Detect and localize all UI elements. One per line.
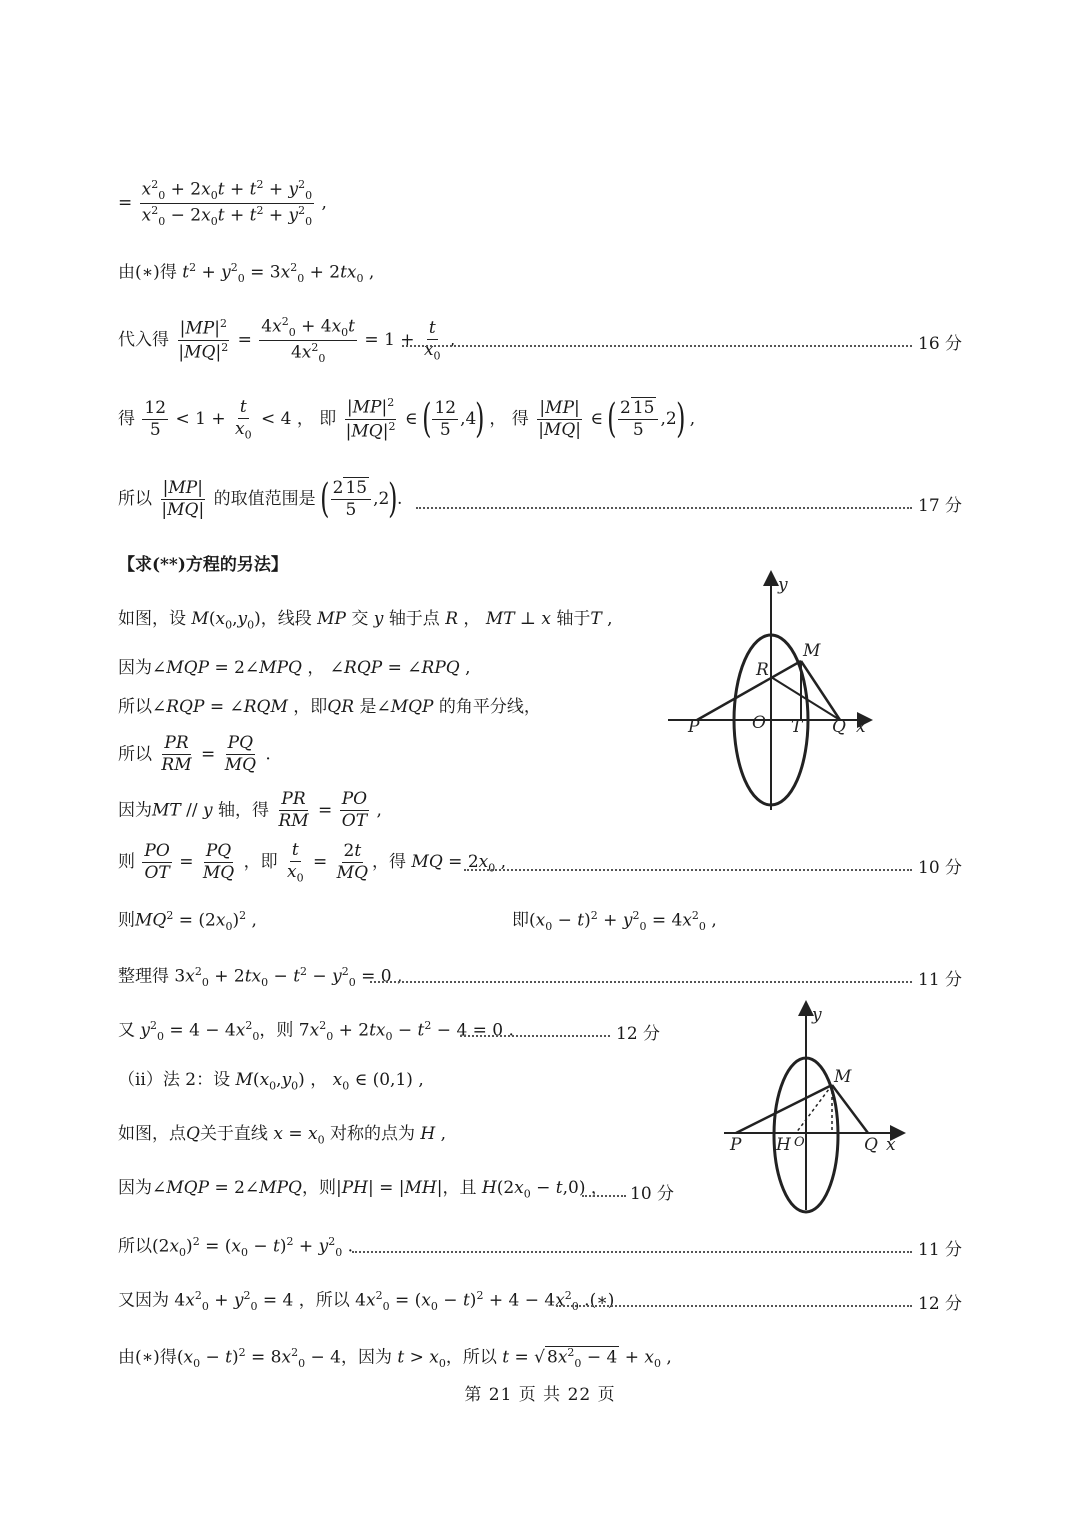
label-x: x (856, 717, 866, 737)
segment-pm (736, 1085, 832, 1133)
fig1-intro: 如图，设 $M(x_0,y_0)$，线段 MP 交 y 轴于点 R ， MT ⊥ x 轴于T , (118, 609, 613, 632)
label-q: Q (832, 717, 846, 737)
label-h: H (776, 1135, 791, 1155)
label-m: M (834, 1067, 852, 1087)
fig2-intro: 如图，点Q关于直线 $x = x_0$ 对称的点为 H , (118, 1124, 447, 1147)
segment-mh (796, 1085, 832, 1133)
score-17: 17 分 (918, 496, 963, 516)
label-y: y (778, 575, 788, 595)
method2-line: （ii）法 2：设 $M(x_0,y_0)$ ， $x_0$ ∈ (0,1) , (118, 1070, 424, 1093)
label-o: O (752, 713, 766, 733)
ratio-line-3: 则 $\frac{PO}{OT}$ = $\frac{PQ}{MQ}$ ，即 $\frac{t}{x_0}$ = $\frac{2t}{MQ}$ ，得 MQ = $2x_0$ , (118, 840, 507, 885)
score-10-a: 10 分 (918, 858, 963, 878)
figure-1 (660, 570, 890, 820)
label-p: P (730, 1135, 742, 1155)
dot-leader (370, 981, 912, 983)
dot-leader (556, 1305, 912, 1307)
label-m: M (803, 641, 821, 661)
so-line: 所以$(2x_0)^2 = (x_0 - t)^2 + y^2_0$ . (118, 1235, 353, 1260)
dot-leader (464, 869, 912, 871)
formula-line-4: 得 $\frac{12}{5}$ < 1 + $\frac{t}{x_0}$ < 4 ， 即 $\frac{|MP|^2}{|MQ|^2}$ ∈ ( $\frac{12}{5}$ ,4) ， 得 $\frac{|MP|}{|MQ|}$ ∈ ( $\frac{2 15}{5}$ ,2) , (118, 396, 696, 443)
dot-leader (460, 1035, 610, 1037)
label-y: y (812, 1005, 822, 1025)
angle-line-1: 因为∠MQP = 2∠MPQ ， ∠RQP = ∠RPQ , (118, 658, 471, 678)
final-line: 由(∗)得$(x_0 - t)^2 = 8x^2_0 - 4$，因为 $t > x_0$，所以 t = √ $8x^2_0 - 4 + x_0$ , (118, 1346, 672, 1371)
formula-line-3: 代入得 $\frac{|MP|^2}{|MQ|^2}$ = $\frac{4x^2_0 + 4x_0t}{4x^2_0}$ = 1 + $\frac{t}{x_0}$ , (118, 315, 456, 365)
label-t: T (791, 717, 803, 737)
again-because-line: 又因为 $4x^2_0 + y^2_0 = 4$ ，所以 $4x^2_0 = (x_0 - t)^2 + 4 - 4x^2_0$ .(∗) (118, 1289, 615, 1314)
formula-line-5: 所以 $\frac{|MP|}{|MQ|}$ 的取值范围是 ( $\frac{2 15}{5}$ ,2). (118, 476, 403, 523)
ph-mh-line: 因为∠MQP = 2∠MPQ，则|PH| = |MH|，且 $H(2x_0 - t,0)$ ， (118, 1178, 608, 1201)
score-16: 16 分 (918, 334, 963, 354)
ratio-line-1: 所以 $\frac{PR}{RM}$ = $\frac{PQ}{MQ}$ . (118, 733, 271, 776)
label-r: R (756, 660, 769, 680)
score-12-a: 12 分 (616, 1024, 661, 1044)
label-q: Q (864, 1135, 878, 1155)
segment-pm (697, 661, 801, 720)
score-12-b: 12 分 (918, 1294, 963, 1314)
label-p: P (688, 717, 700, 737)
tidy-line: 整理得 $3x^2_0 + 2tx_0 - t^2 - y^2_0 = 0$ , (118, 965, 403, 990)
score-11-b: 11 分 (918, 1240, 963, 1260)
dot-leader (416, 507, 912, 509)
label-o: O (794, 1135, 805, 1150)
mq-square-line: 则$MQ^2 = (2x_0)^2$ , (118, 909, 257, 934)
formula-line-2: 由(∗)得 $t^2 + y^2_0 = 3x^2_0 + 2tx_0$ , (118, 261, 375, 286)
dot-leader (402, 345, 912, 347)
score-10-b: 10 分 (630, 1184, 675, 1204)
label-x: x (886, 1135, 896, 1155)
angle-line-2: 所以∠RQP = ∠RQM ，即QR 是∠MQP 的角平分线， (118, 697, 541, 717)
score-11-a: 11 分 (918, 970, 963, 990)
figure-2 (720, 1000, 920, 1220)
section-heading: 【求(**)方程的另法】 (118, 555, 288, 575)
mq-expanded: 即$(x_0 - t)^2 + y^2_0 = 4x^2_0$ , (512, 909, 717, 934)
dot-leader (352, 1251, 912, 1253)
ratio-line-2: 因为MT // y 轴，得 $\frac{PR}{RM}$ = $\frac{PO}{OT}$ , (118, 789, 382, 832)
dot-leader (582, 1195, 626, 1197)
page-footer: 第 21 页 共 22 页 (464, 1385, 616, 1405)
formula-line-1: = $\frac{x^2_0 + 2x_0t + t^2 + y^2_0}{x^2_0 - 2x_0t + t^2 + y^2_0}$ , (118, 178, 327, 228)
again-line: 又 $y^2_0 = 4 - 4x^2_0$，则 $7x^2_0 + 2tx_0 - t^2 - 4 = 0$ . (118, 1019, 514, 1044)
